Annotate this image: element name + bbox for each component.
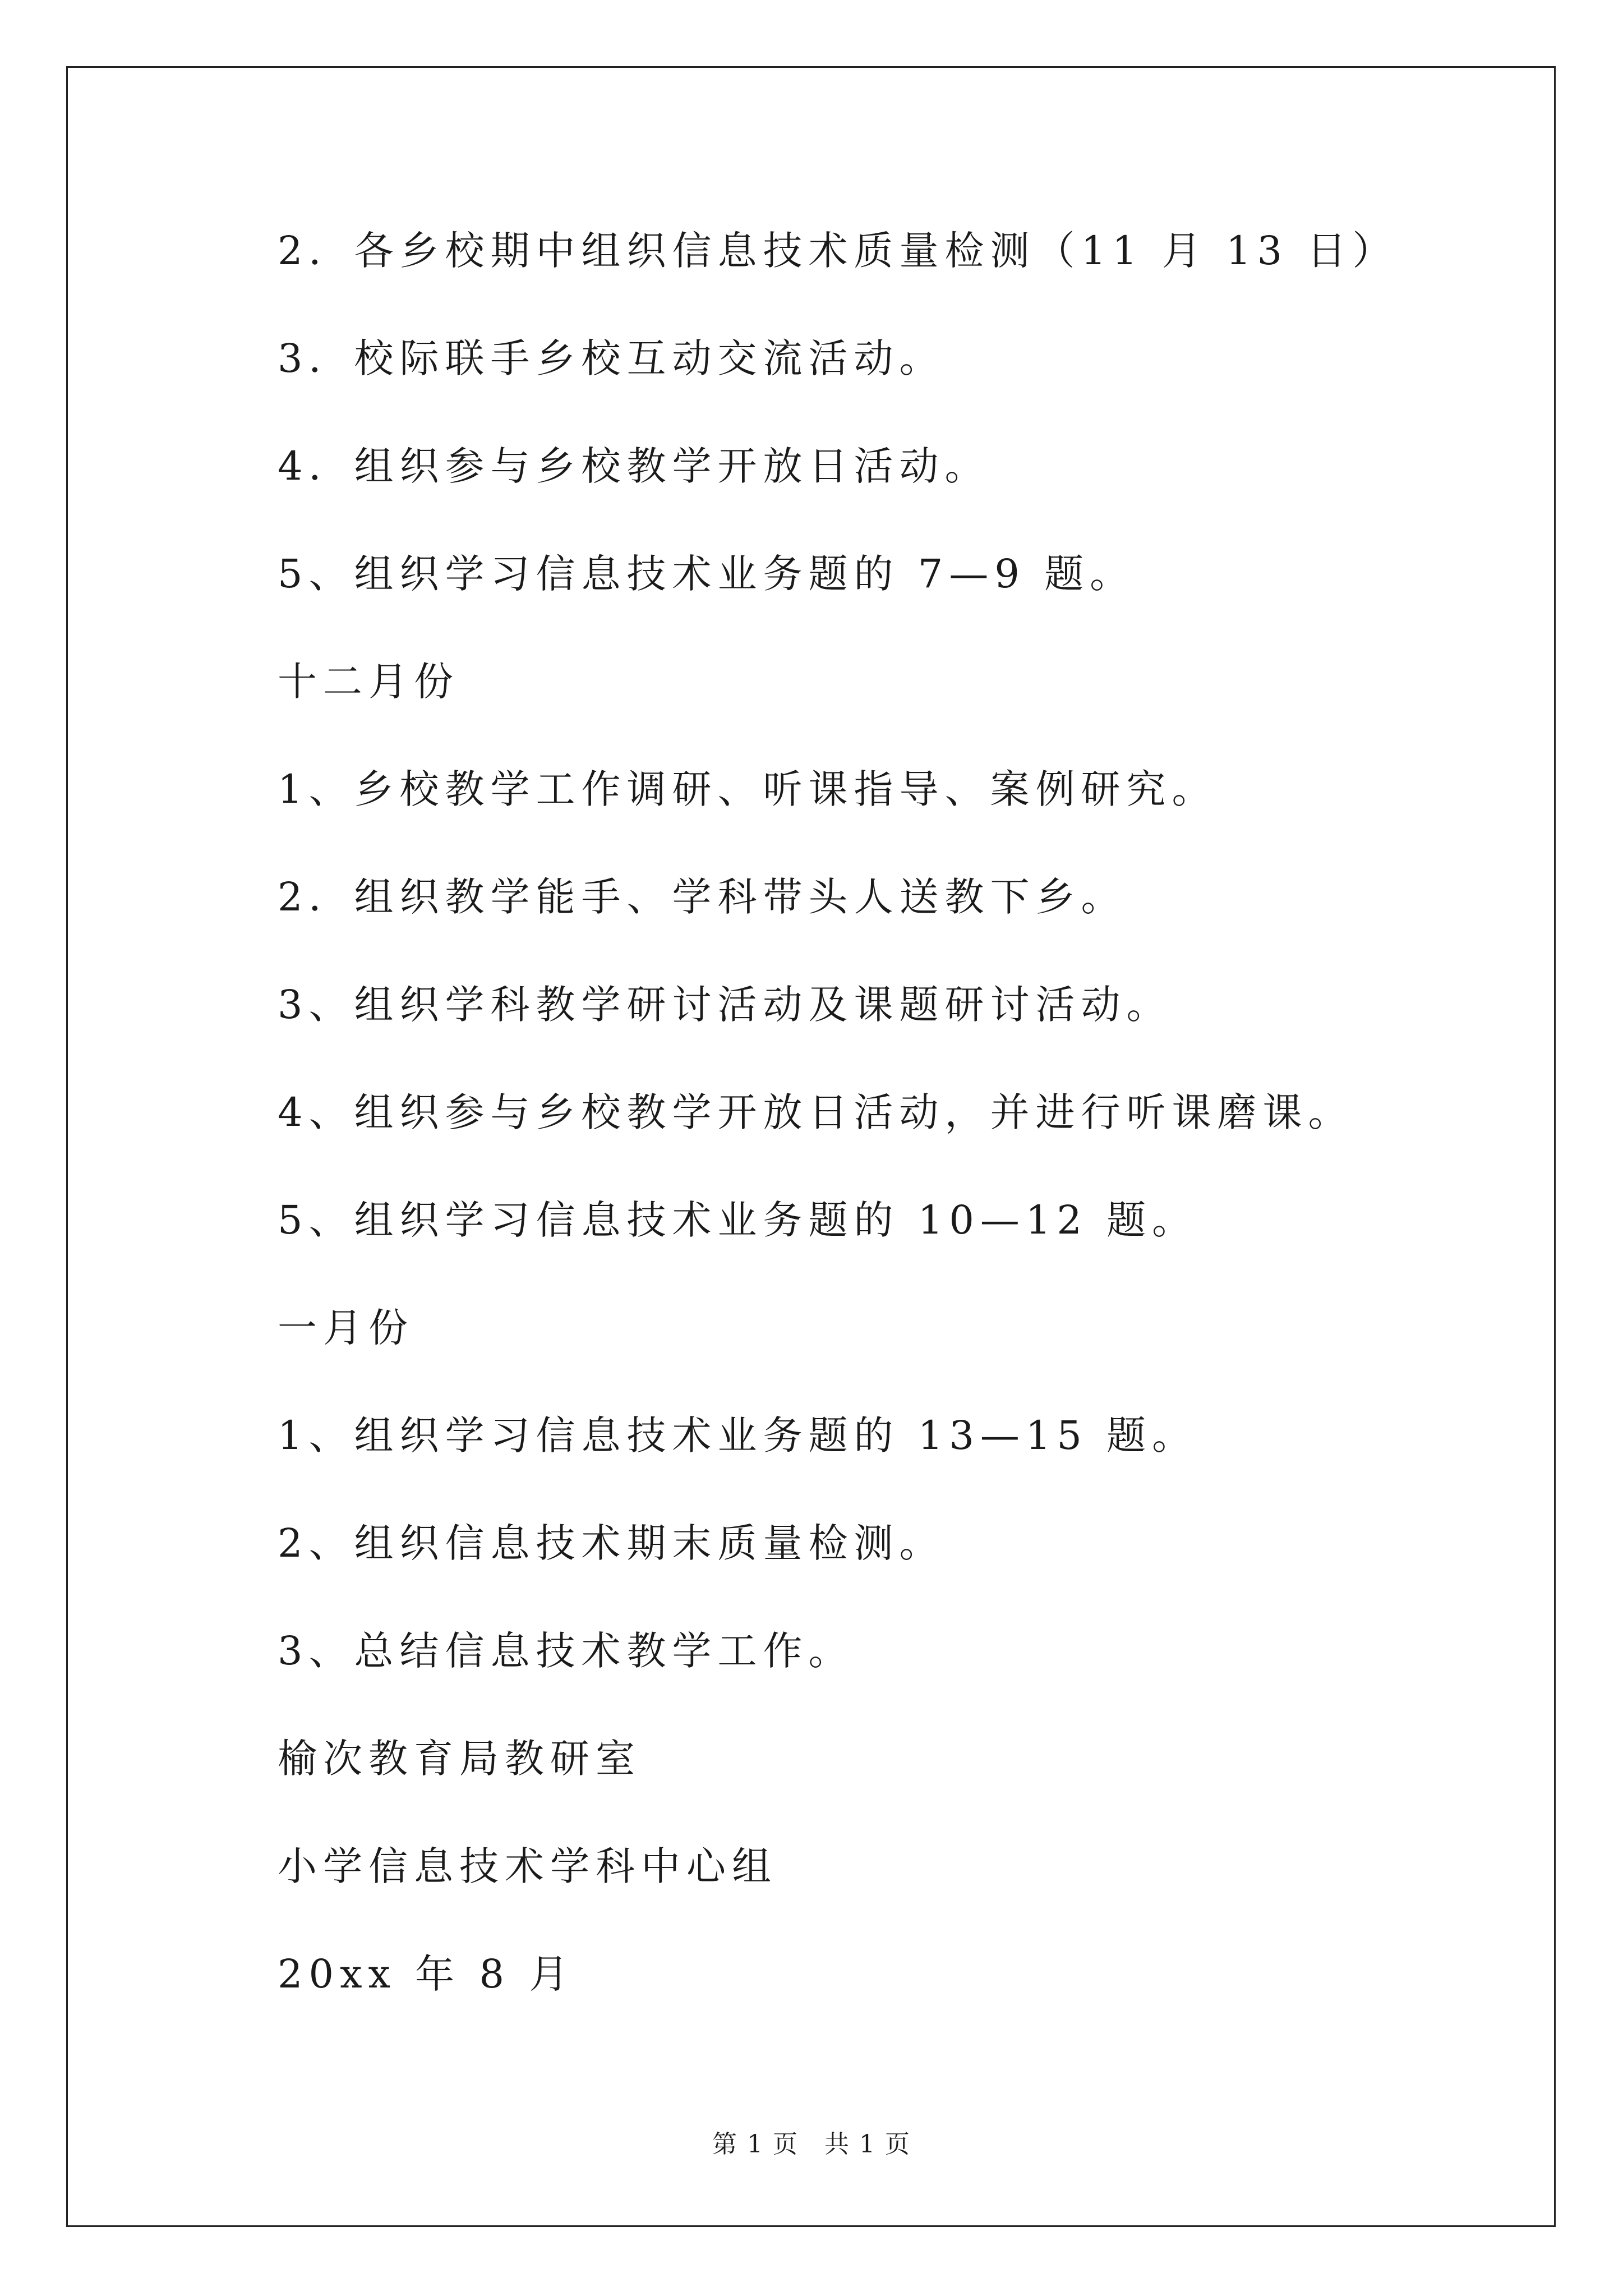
document-body xyxy=(278,222,1511,2053)
body-line: 4、组织参与乡校教学开放日活动，并进行听课磨课。 xyxy=(278,1089,1354,1135)
body-line: 4．组织参与乡校教学开放日活动。 xyxy=(278,443,990,489)
page-number-footer: 第 1 页 共 1 页 xyxy=(712,2130,911,2159)
body-line: 2．各乡校期中组织信息技术质量检测（11 月 13 日） xyxy=(278,228,1398,274)
body-line: 3．校际联手乡校互动交流活动。 xyxy=(278,335,945,381)
body-line: 1、乡校教学工作调研、听课指导、案例研究。 xyxy=(278,766,1218,812)
section-heading: 一月份 xyxy=(278,1305,414,1351)
signature-group: 小学信息技术学科中心组 xyxy=(278,1843,777,1889)
body-line: 5、组织学习信息技术业务题的 7—9 题。 xyxy=(278,551,1136,597)
section-heading: 十二月份 xyxy=(278,659,459,705)
body-line: 3、总结信息技术教学工作。 xyxy=(278,1628,854,1674)
signature-organization: 榆次教育局教研室 xyxy=(278,1736,641,1782)
signature-date: 20xx 年 8 月 xyxy=(278,1951,575,1997)
body-line: 5、组织学习信息技术业务题的 10—12 题。 xyxy=(278,1197,1198,1243)
body-line: 2、组织信息技术期末质量检测。 xyxy=(278,1520,945,1566)
body-line: 2．组织教学能手、学科带头人送教下乡。 xyxy=(278,874,1127,920)
body-line: 3、组织学科教学研讨活动及课题研讨活动。 xyxy=(278,982,1172,1028)
body-line: 1、组织学习信息技术业务题的 13—15 题。 xyxy=(278,1412,1198,1458)
